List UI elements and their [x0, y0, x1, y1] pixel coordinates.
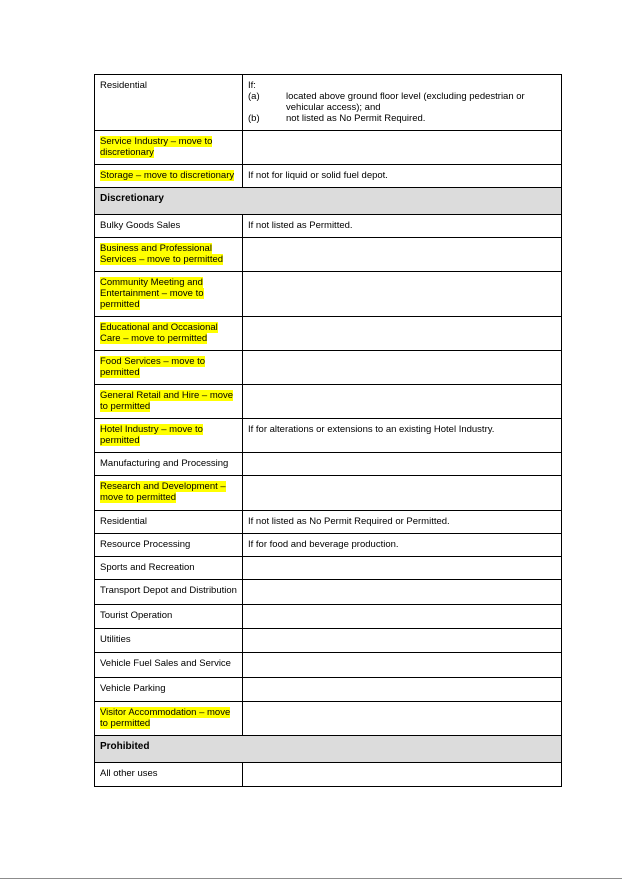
qualification-item-text: not listed as No Permit Required.	[286, 113, 426, 124]
use-name-cell	[95, 580, 243, 605]
use-row	[95, 678, 562, 702]
use-name-cell	[95, 165, 243, 188]
use-row	[95, 351, 562, 385]
use-row	[95, 629, 562, 653]
use-name: Residential	[100, 80, 147, 91]
use-name-highlighted: Food Services – move to permitted	[100, 356, 206, 378]
use-name-highlighted: Research and Development – move to permitted	[100, 481, 226, 503]
use-row	[95, 476, 562, 511]
qualification-cell: If not listed as Permitted.	[243, 215, 562, 238]
use-name: Residential	[100, 516, 147, 527]
use-name-cell	[95, 351, 243, 385]
qualification-intro: If:	[248, 80, 256, 91]
use-row	[95, 131, 562, 165]
use-name-cell	[95, 419, 243, 453]
use-name: Vehicle Parking	[100, 683, 166, 694]
use-row	[95, 453, 562, 476]
use-row	[95, 238, 562, 272]
use-name-cell	[95, 453, 243, 476]
use-name-highlighted: Service Industry – move to discretionary	[100, 136, 213, 158]
use-name-cell	[95, 511, 243, 534]
section-heading-row	[95, 736, 562, 763]
qualification-cell	[243, 351, 562, 385]
qualification-item	[248, 113, 556, 124]
qualification-cell: If for alterations or extensions to an existing Hotel Industry.	[243, 419, 562, 453]
use-row	[95, 605, 562, 629]
use-row	[95, 215, 562, 238]
use-name-cell	[95, 385, 243, 419]
use-row	[95, 165, 562, 188]
use-name-cell	[95, 75, 243, 131]
qualification-cell	[243, 238, 562, 272]
section-heading-row	[95, 188, 562, 215]
use-row	[95, 557, 562, 580]
use-name-cell	[95, 238, 243, 272]
qualification-cell	[243, 272, 562, 317]
section-heading: Prohibited	[95, 736, 562, 763]
qualification-cell	[243, 385, 562, 419]
use-row	[95, 534, 562, 557]
qualification-cell	[243, 763, 562, 787]
use-name-cell	[95, 215, 243, 238]
use-name: Utilities	[100, 634, 131, 645]
use-row	[95, 511, 562, 534]
qualification-cell	[243, 580, 562, 605]
qualification-cell	[243, 653, 562, 678]
use-name-highlighted: Educational and Occasional Care – move to permitted	[100, 322, 218, 344]
use-name: Sports and Recreation	[100, 562, 195, 573]
use-name: Transport Depot and Distribution	[100, 585, 237, 596]
page-bottom-rule	[0, 878, 622, 879]
use-row	[95, 653, 562, 678]
use-row	[95, 580, 562, 605]
qualification-cell: If for food and beverage production.	[243, 534, 562, 557]
qualification-cell	[243, 476, 562, 511]
qualification-cell	[243, 317, 562, 351]
use-name-highlighted: Community Meeting and Entertainment – move to permitted	[100, 277, 204, 310]
use-name-cell	[95, 317, 243, 351]
use-name: Manufacturing and Processing	[100, 458, 229, 469]
use-name-cell	[95, 702, 243, 736]
qualification-cell	[243, 702, 562, 736]
qualification-item	[248, 91, 556, 113]
qualification-cell	[243, 557, 562, 580]
use-name: All other uses	[100, 768, 158, 779]
use-name-cell	[95, 534, 243, 557]
section-heading: Discretionary	[95, 188, 562, 215]
use-name-cell	[95, 557, 243, 580]
use-name: Tourist Operation	[100, 610, 173, 621]
use-row	[95, 702, 562, 736]
use-row	[95, 763, 562, 787]
use-name-cell	[95, 605, 243, 629]
use-name-cell	[95, 272, 243, 317]
qualification-cell	[243, 75, 562, 131]
use-row	[95, 419, 562, 453]
use-name-highlighted: Visitor Accommodation – move to permitted	[100, 707, 231, 729]
qualification-cell	[243, 678, 562, 702]
qualification-cell	[243, 605, 562, 629]
use-name: Vehicle Fuel Sales and Service	[100, 658, 231, 669]
qualification-item-letter: (a)	[248, 91, 260, 102]
use-table	[94, 74, 562, 787]
use-table-body	[95, 75, 562, 787]
use-name-highlighted: Business and Professional Services – move to permitted	[100, 243, 224, 265]
qualification-cell	[243, 131, 562, 165]
qualification-cell	[243, 453, 562, 476]
qualification-item-letter: (b)	[248, 113, 260, 124]
use-name-cell	[95, 678, 243, 702]
use-row	[95, 272, 562, 317]
use-name: Bulky Goods Sales	[100, 220, 181, 231]
use-name-cell	[95, 763, 243, 787]
qualification-item-text: located above ground floor level (excluding pedestrian or vehicular access); and	[286, 91, 525, 113]
use-name: Resource Processing	[100, 539, 191, 550]
use-name-highlighted: General Retail and Hire – move to permitted	[100, 390, 234, 412]
use-name-cell	[95, 629, 243, 653]
use-row	[95, 75, 562, 131]
use-name-highlighted: Storage – move to discretionary	[100, 170, 235, 181]
qualification-cell	[243, 629, 562, 653]
qualification-cell: If not listed as No Permit Required or Permitted.	[243, 511, 562, 534]
use-row	[95, 385, 562, 419]
use-name-cell	[95, 131, 243, 165]
use-name-highlighted: Hotel Industry – move to permitted	[100, 424, 203, 446]
qualification-cell: If not for liquid or solid fuel depot.	[243, 165, 562, 188]
use-name-cell	[95, 476, 243, 511]
use-row	[95, 317, 562, 351]
use-name-cell	[95, 653, 243, 678]
